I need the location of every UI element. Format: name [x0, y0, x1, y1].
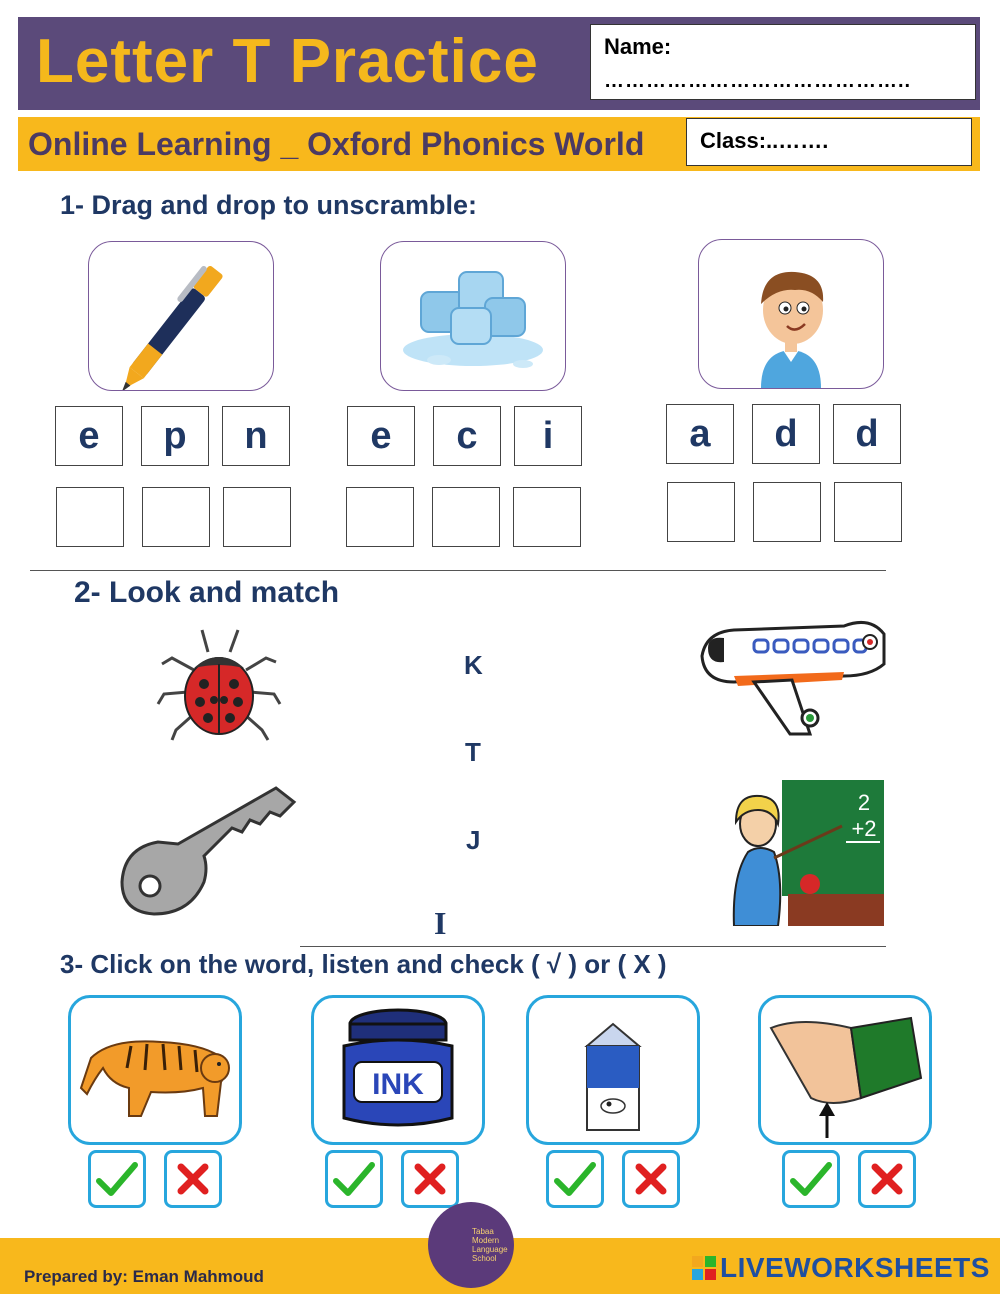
- svg-text:+2: +2: [851, 816, 877, 841]
- drop-box[interactable]: [834, 482, 902, 542]
- liveworksheets-brand[interactable]: LIVEWORKSHEETS: [720, 1252, 990, 1283]
- drop-box[interactable]: [753, 482, 821, 542]
- elbow-picture[interactable]: [758, 995, 932, 1145]
- letter-tile[interactable]: a: [666, 404, 734, 464]
- divider: [30, 570, 886, 571]
- drop-box[interactable]: [667, 482, 735, 542]
- letter-tile[interactable]: c: [433, 406, 501, 466]
- drop-box[interactable]: [56, 487, 124, 547]
- check-icon: [553, 1159, 597, 1199]
- letter-tile[interactable]: d: [833, 404, 901, 464]
- pen-picture: [88, 241, 274, 391]
- cross-icon: [867, 1159, 907, 1199]
- section1-heading: 1- Drag and drop to unscramble:: [60, 190, 478, 220]
- letter-tile[interactable]: d: [752, 404, 820, 464]
- pen-icon: [89, 242, 273, 390]
- section2-heading: 2- Look and match: [74, 576, 340, 609]
- check-button[interactable]: [325, 1150, 383, 1208]
- check-icon: [332, 1159, 376, 1199]
- dad-picture: [698, 239, 884, 389]
- liveworksheets-logo-icon: [692, 1256, 716, 1280]
- check-icon: [95, 1159, 139, 1199]
- ice-picture: [380, 241, 566, 391]
- school-logo: [428, 1202, 514, 1288]
- school-name: Tabaa Modern Language School: [472, 1227, 508, 1263]
- milk-picture[interactable]: [526, 995, 700, 1145]
- cross-icon: [173, 1159, 213, 1199]
- cross-button[interactable]: [622, 1150, 680, 1208]
- ladybug-icon: [154, 622, 284, 748]
- key-icon: [118, 782, 298, 922]
- match-letter-t[interactable]: T: [465, 737, 481, 767]
- ink-picture[interactable]: [311, 995, 485, 1145]
- drop-box[interactable]: [432, 487, 500, 547]
- check-icon: [789, 1159, 833, 1199]
- letter-tile[interactable]: p: [141, 406, 209, 466]
- drop-box[interactable]: [513, 487, 581, 547]
- tiger-picture[interactable]: [68, 995, 242, 1145]
- divider: [300, 946, 886, 947]
- match-letter-k[interactable]: K: [464, 650, 483, 680]
- letter-tile[interactable]: n: [222, 406, 290, 466]
- ice-cubes-icon: [381, 242, 565, 390]
- teacher-icon: [714, 780, 884, 926]
- cross-button[interactable]: [401, 1150, 459, 1208]
- check-button[interactable]: [782, 1150, 840, 1208]
- elbow-icon: [761, 998, 929, 1142]
- milk-carton-icon: [529, 998, 697, 1142]
- ink-bottle-icon: [314, 998, 482, 1142]
- prepared-by: Prepared by: Eman Mahmoud: [24, 1267, 264, 1286]
- man-icon: [699, 240, 883, 388]
- match-letter-j[interactable]: J: [466, 825, 481, 855]
- letter-tile[interactable]: e: [55, 406, 123, 466]
- check-button[interactable]: [546, 1150, 604, 1208]
- cross-icon: [631, 1159, 671, 1199]
- match-letter-i[interactable]: I: [434, 905, 447, 941]
- svg-text:2: 2: [857, 790, 871, 815]
- check-button[interactable]: [88, 1150, 146, 1208]
- cross-button[interactable]: [858, 1150, 916, 1208]
- name-dots: ……………………………………..: [604, 70, 912, 92]
- tiger-icon: [71, 998, 239, 1142]
- name-label: Name:: [604, 34, 672, 59]
- cross-icon: [410, 1159, 450, 1199]
- subtitle: Online Learning _ Oxford Phonics World: [28, 126, 645, 162]
- letter-tile[interactable]: e: [347, 406, 415, 466]
- class-label: Class:..…….: [700, 128, 829, 153]
- airplane-icon: [694, 596, 892, 738]
- page-title: Letter T Practice: [36, 27, 539, 96]
- drop-box[interactable]: [223, 487, 291, 547]
- letter-tile[interactable]: i: [514, 406, 582, 466]
- drop-box[interactable]: [142, 487, 210, 547]
- drop-box[interactable]: [346, 487, 414, 547]
- cross-button[interactable]: [164, 1150, 222, 1208]
- ink-label: INK: [372, 1068, 424, 1101]
- section3-heading: 3- Click on the word, listen and check ( √ ) or ( X ): [60, 949, 667, 979]
